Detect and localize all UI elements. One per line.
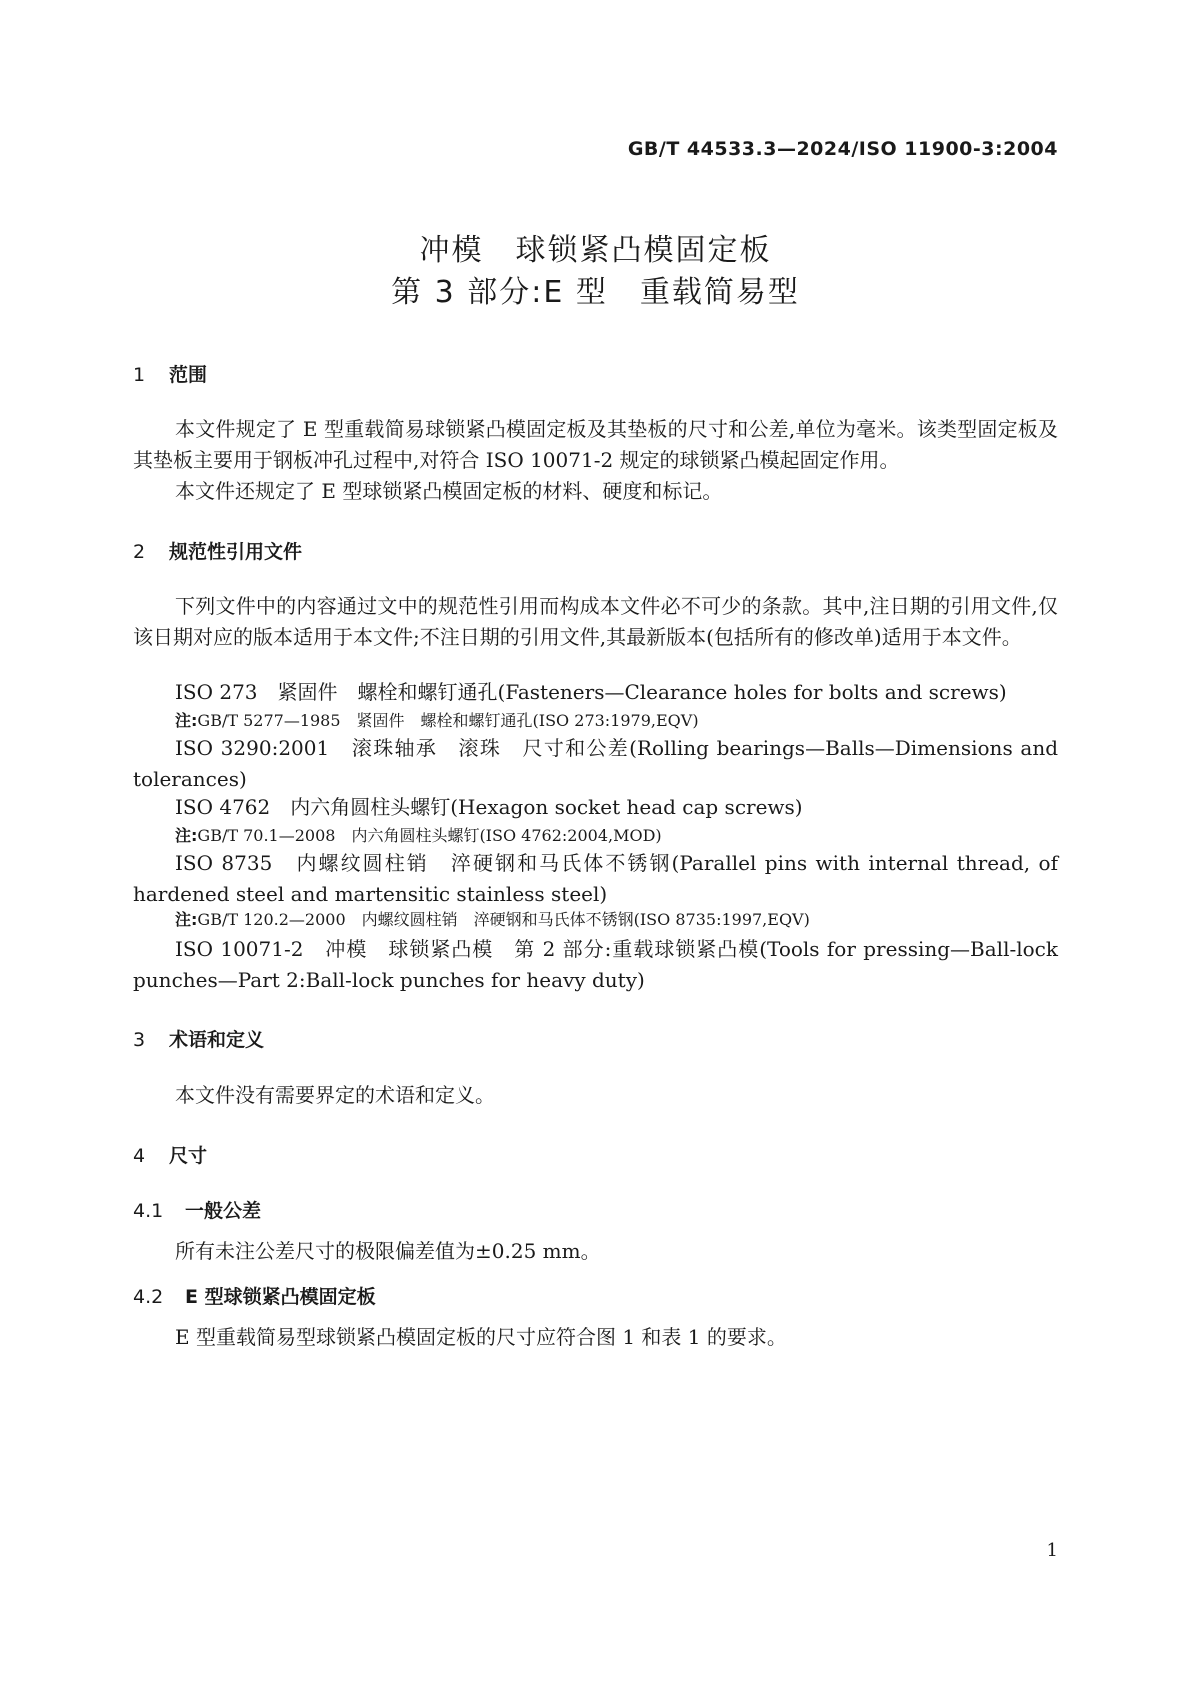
section-number: 4.2 (133, 1286, 164, 1308)
section-1-heading (133, 360, 207, 387)
general-tolerance-paragraph: 所有未注公差尺寸的极限偏差值为±0.25 mm。 (175, 1239, 601, 1263)
section-title: 范围 (169, 364, 208, 386)
note-1: 注:GB/T 5277—1985 紧固件 螺栓和螺钉通孔(ISO 273:1979,EQV) (175, 711, 699, 730)
reference-iso-273: ISO 273 紧固件 螺栓和螺钉通孔(Fasteners—Clearance holes for bolts and screws) (175, 680, 1007, 704)
type-e-plate-paragraph: E 型重载简易型球锁紧凸模固定板的尺寸应符合图 1 和表 1 的要求。 (175, 1325, 787, 1349)
note-label: 注: (175, 826, 198, 845)
section-title: E 型球锁紧凸模固定板 (185, 1286, 376, 1308)
section-title: 规范性引用文件 (169, 541, 303, 563)
section-number: 1 (133, 364, 146, 386)
reference-iso-4762: ISO 4762 内六角圆柱头螺钉(Hexagon socket head cap screws) (175, 795, 803, 819)
normative-refs-intro: 下列文件中的内容通过文中的规范性引用而构成本文件必不可少的条款。其中,注日期的引用文件,仅该日期对应的版本适用于本文件;不注日期的引用文件,其最新版本(包括所有的修改单)适用于本文件。 (133, 594, 1058, 649)
doc-title-line1: 冲模 球锁紧凸模固定板 (419, 233, 772, 268)
section-number: 4 (133, 1145, 146, 1167)
section-number: 4.1 (133, 1200, 164, 1222)
section-title: 一般公差 (185, 1200, 262, 1222)
section-number: 2 (133, 541, 146, 563)
terms-paragraph: 本文件没有需要界定的术语和定义。 (175, 1083, 495, 1107)
section-2-heading (133, 537, 302, 564)
section-number: 3 (133, 1029, 146, 1051)
reference-iso-8735: ISO 8735 内螺纹圆柱销 淬硬钢和马氏体不锈钢(Parallel pins with internal thread, of hardened steel and martensitic stainless steel) (133, 851, 1058, 906)
section-title: 尺寸 (169, 1145, 208, 1167)
standard-code-header: GB/T 44533.3—2024/ISO 11900-3:2004 (627, 138, 1058, 160)
reference-iso-3290: ISO 3290:2001 滚珠轴承 滚珠 尺寸和公差(Rolling bearings—Balls—Dimensions and tolerances) (133, 736, 1058, 791)
section-4-heading (133, 1141, 207, 1168)
scope-paragraph-2: 本文件还规定了 E 型球锁紧凸模固定板的材料、硬度和标记。 (175, 479, 723, 503)
section-3-heading (133, 1025, 264, 1052)
scope-paragraph-1: 本文件规定了 E 型重载简易球锁紧凸模固定板及其垫板的尺寸和公差,单位为毫米。该类型固定板及其垫板主要用于钢板冲孔过程中,对符合 ISO 10071-2 规定的球锁紧凸模起固定作用。 (133, 417, 1058, 472)
section-4-1-heading (133, 1196, 261, 1223)
section-4-2-heading (133, 1282, 376, 1309)
note-2: 注:GB/T 70.1—2008 内六角圆柱头螺钉(ISO 4762:2004,MOD) (175, 826, 662, 845)
reference-iso-10071-2: ISO 10071-2 冲模 球锁紧凸模 第 2 部分:重载球锁紧凸模(Tools for pressing—Ball-lock punches—Part 2:Ball-lock punches for heavy duty) (133, 937, 1058, 992)
note-label: 注: (175, 910, 198, 929)
note-label: 注: (175, 711, 198, 730)
doc-title-line2: 第 3 部分:E 型 重载简易型 (391, 275, 800, 310)
section-title: 术语和定义 (169, 1029, 265, 1051)
page-number: 1 (1046, 1540, 1058, 1561)
note-3: 注:GB/T 120.2—2000 内螺纹圆柱销 淬硬钢和马氏体不锈钢(ISO 8735:1997,EQV) (175, 910, 810, 929)
